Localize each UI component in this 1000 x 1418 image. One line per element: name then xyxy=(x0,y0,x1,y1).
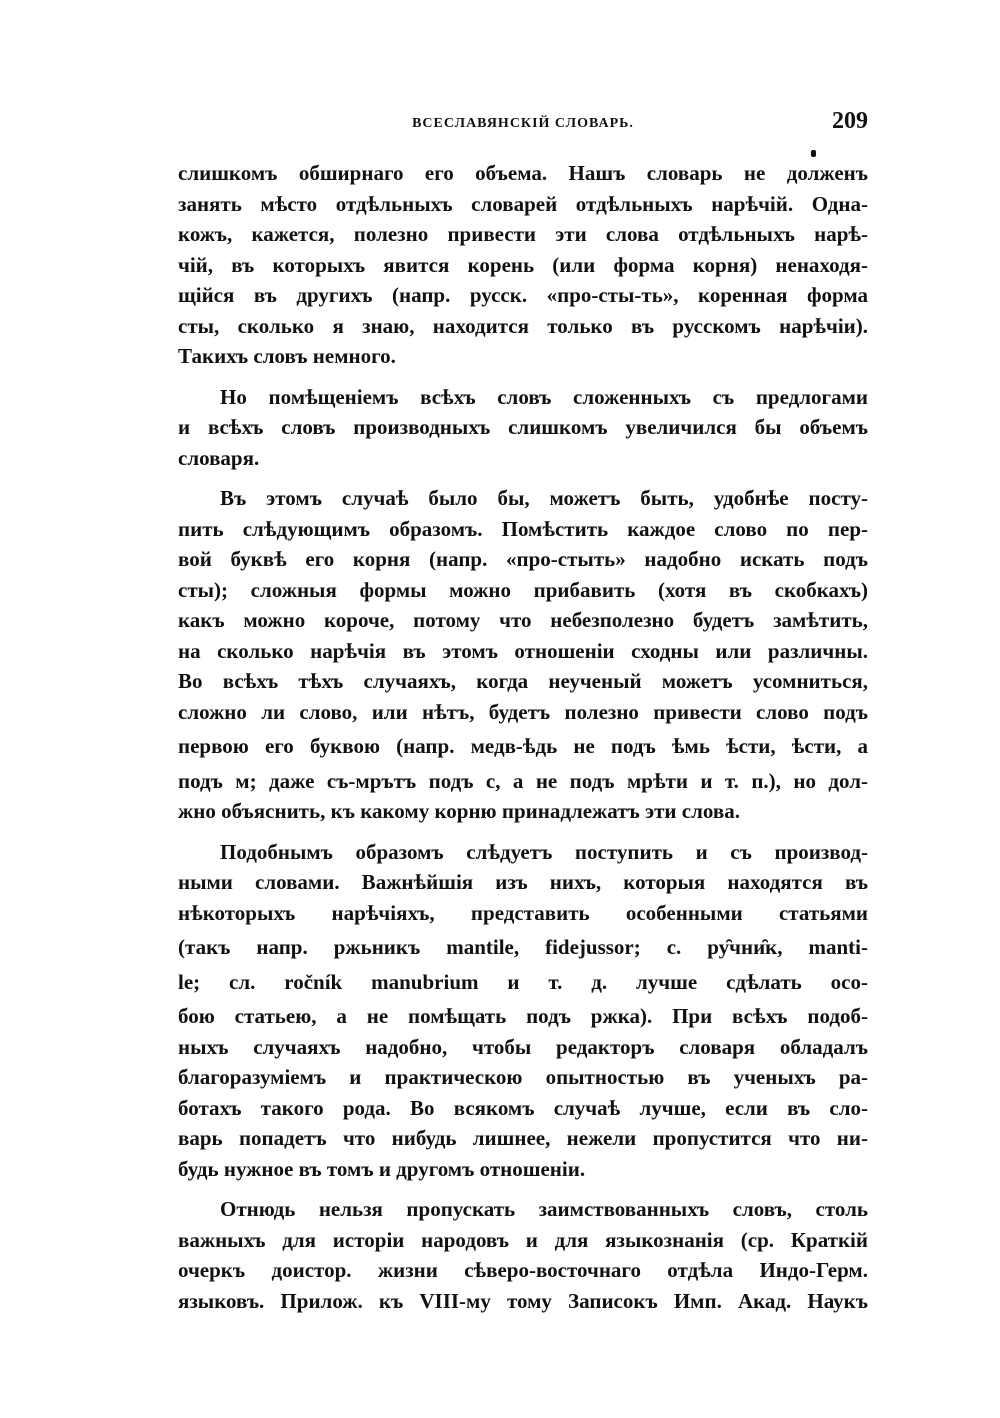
text-line: сложно ли слово, или нѣтъ, будетъ полезно привести слово подъ xyxy=(178,699,868,724)
paragraph xyxy=(178,158,868,372)
text-line: Такихъ словъ немного. xyxy=(178,344,396,368)
paragraph xyxy=(178,483,868,827)
text-line: сты); сложныя формы можно прибавить (хотя въ скобкахъ) xyxy=(178,577,868,602)
text-line: Но помѣщеніемъ всѣхъ словъ сложенныхъ съ предлогами xyxy=(220,384,868,409)
text-line: первою его буквою (напр. медв-ѣдь не подъ ѣмь ѣсти, ѣсти, а xyxy=(178,734,868,758)
text-line: ными словами. Важнѣйшія изъ нихъ, которыя находятся въ xyxy=(178,870,868,894)
text-line: le; сл. ročník manubrium и т. д. лучше сдѣлать осо- xyxy=(178,969,868,994)
text-line: Отнюдь нельзя пропускать заимствованныхъ словъ, столь xyxy=(220,1197,868,1221)
text-line: ботахъ такого рода. Во всякомъ случаѣ лучше, если въ сло- xyxy=(178,1095,868,1120)
running-head xyxy=(178,108,868,144)
text-line: Подобнымъ образомъ слѣдуетъ поступить и съ производ- xyxy=(220,839,868,864)
text-line: варь попадетъ что нибудь лишнее, нежели пропустится что ни- xyxy=(178,1126,868,1150)
text-line: языковъ. Прилож. къ VIII-му тому Записокъ Имп. Акад. Наукъ xyxy=(178,1288,868,1313)
running-title: ВСЕСЛАВЯНСКІЙ СЛОВАРЬ. xyxy=(412,116,634,131)
text-line: кожъ, кажется, полезно привести эти слова отдѣльныхъ нарѣ- xyxy=(178,222,868,246)
text-line: щійся въ другихъ (напр. русск. «про-сты-ть», коренная форма xyxy=(178,283,868,307)
text-line: и всѣхъ словъ производныхъ слишкомъ увеличился бы объемъ xyxy=(178,415,868,439)
text-line: жно объяснить, къ какому корню принадлежатъ эти слова. xyxy=(178,799,740,823)
paragraph xyxy=(178,1194,868,1316)
text-line: нѣкоторыхъ нарѣчіяхъ, представить особенными статьями xyxy=(178,900,868,925)
ink-speck xyxy=(811,150,816,157)
text-line: важныхъ для исторіи народовъ и для языкознанія (ср. Краткій xyxy=(178,1227,868,1252)
text-line: будь нужное въ томъ и другомъ отношеніи. xyxy=(178,1156,586,1181)
text-line: благоразуміемъ и практическою опытностью въ ученыхъ ра- xyxy=(178,1065,868,1089)
text-line: сты, сколько я знаю, находится только въ русскомъ нарѣчіи). xyxy=(178,313,868,338)
page-number: 209 xyxy=(832,108,868,134)
text-line: Во всѣхъ тѣхъ случаяхъ, когда неученый можетъ усомниться, xyxy=(178,669,868,693)
text-line: (такъ напр. ржьникъ mantile, fidejussor; с. ру̑чни̑к, manti- xyxy=(178,935,868,959)
text-line: подъ м; даже съ-мрътъ подъ с, а не подъ мрѣти и т. п.), но дол- xyxy=(178,768,868,793)
text-line: очеркъ доистор. жизни сѣверо-восточнаго отдѣла Индо-Герм. xyxy=(178,1258,868,1282)
text-line: на сколько нарѣчія въ этомъ отношеніи сходны или различны. xyxy=(178,638,868,663)
text-line: словаря. xyxy=(178,445,260,470)
text-line: бою статьею, а не помѣщать подъ ржка). При всѣхъ подоб- xyxy=(178,1004,868,1028)
paragraph xyxy=(178,837,868,1185)
text-line: вой буквѣ его корня (напр. «про-стыть» надобно искать подъ xyxy=(178,547,868,571)
text-line: какъ можно короче, потому что небезполезно будетъ замѣтить, xyxy=(178,608,868,632)
body-text xyxy=(178,158,868,1316)
text-line: ныхъ случаяхъ надобно, чтобы редакторъ словаря обладалъ xyxy=(178,1034,868,1059)
text-line: чій, въ которыхъ явится корень (или форма корня) ненаходя- xyxy=(178,252,868,277)
text-line: пить слѣдующимъ образомъ. Помѣстить каждое слово по пер- xyxy=(178,516,868,541)
text-line: занять мѣсто отдѣльныхъ словарей отдѣльныхъ нарѣчій. Одна- xyxy=(178,191,868,216)
paragraph xyxy=(178,382,868,474)
text-line: слишкомъ обширнаго его объема. Нашъ словарь не долженъ xyxy=(178,161,868,185)
text-line: Въ этомъ случаѣ было бы, можетъ быть, удобнѣе посту- xyxy=(220,486,868,510)
